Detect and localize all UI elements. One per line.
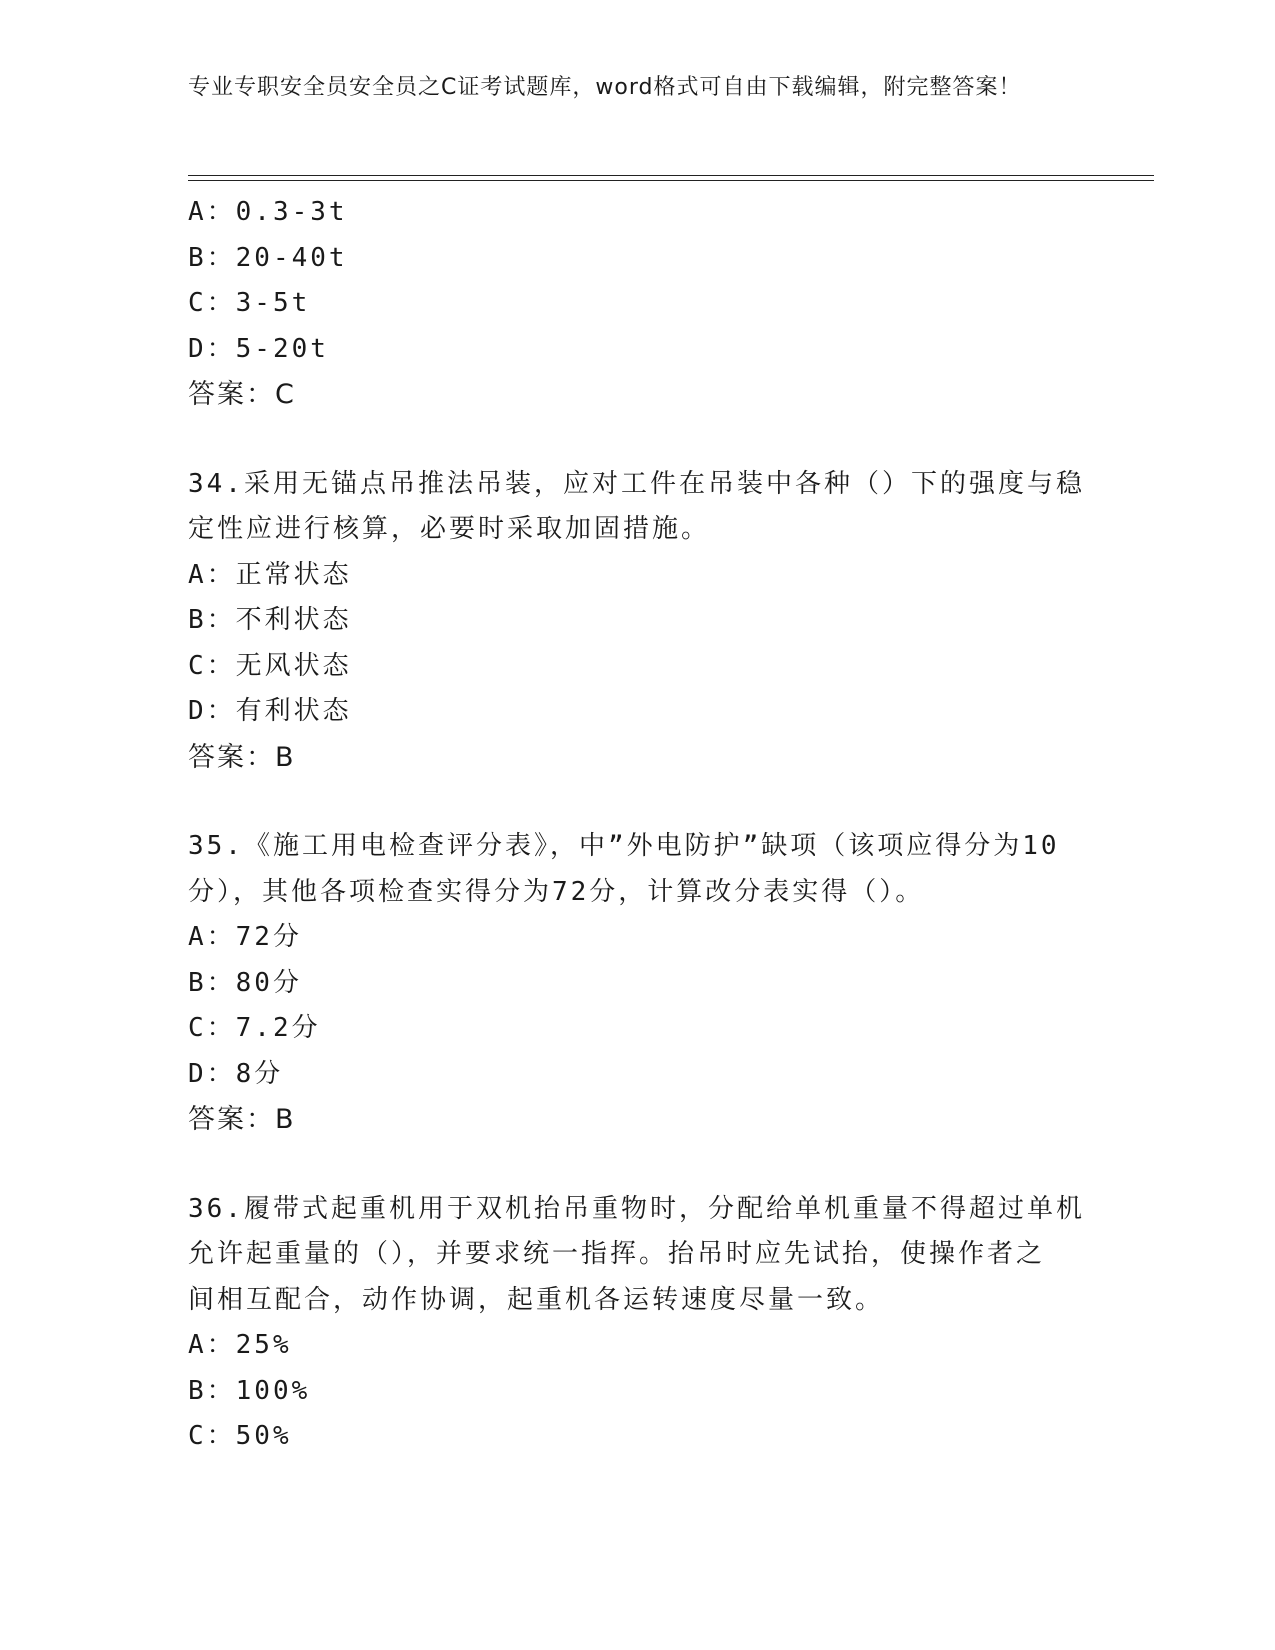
option-b: B：不利状态 <box>188 605 352 635</box>
option-c: C：无风状态 <box>188 650 352 681</box>
question-35 <box>188 824 1088 1143</box>
question-stem-line: 35.《施工用电检查评分表》，中”外电防护”缺项（该项应得分为10 <box>188 831 1060 861</box>
option-d: D：有利状态 <box>188 696 352 726</box>
option-b: B：100% <box>188 1375 311 1406</box>
question-33 <box>188 190 1088 418</box>
spacer <box>188 418 1088 462</box>
question-content <box>188 190 1088 1460</box>
question-stem-line: 34.采用无锚点吊推法吊装，应对工件在吊装中各种（）下的强度与稳 <box>188 468 1085 499</box>
spacer <box>188 780 1088 824</box>
option-c: C：3-5t <box>188 288 311 318</box>
option-a: A：0.3-3t <box>188 197 348 227</box>
answer: 答案：B <box>188 1104 296 1135</box>
option-d: D：5-20t <box>188 333 329 364</box>
spacer <box>188 1143 1088 1187</box>
option-d: D：8分 <box>188 1058 284 1089</box>
question-36 <box>188 1187 1088 1460</box>
question-34 <box>188 462 1088 781</box>
option-a: A：25% <box>188 1330 292 1360</box>
question-stem-line: 36.履带式起重机用于双机抬吊重物时，分配给单机重量不得超过单机 <box>188 1193 1085 1224</box>
question-stem-line: 间相互配合，动作协调，起重机各运转速度尽量一致。 <box>188 1284 885 1315</box>
header-divider-bottom <box>188 180 1154 181</box>
answer: 答案：C <box>188 379 296 410</box>
question-stem-line: 允许起重量的（），并要求统一指挥。抬吊时应先试抬，使操作者之 <box>188 1239 1046 1269</box>
question-stem-line: 分），其他各项检查实得分为72分，计算改分表实得（）。 <box>188 876 925 907</box>
option-b: B：80分 <box>188 967 302 998</box>
option-c: C：50% <box>188 1421 292 1451</box>
question-stem-line: 定性应进行核算，必要时采取加固措施。 <box>188 514 711 544</box>
option-b: B：20-40t <box>188 242 348 273</box>
option-c: C：7.2分 <box>188 1013 321 1043</box>
option-a: A：正常状态 <box>188 559 352 590</box>
document-header: 专业专职安全员安全员之C证考试题库，word格式可自由下载编辑，附完整答案！ <box>188 75 1022 100</box>
header-divider-top <box>188 175 1154 176</box>
answer: 答案：B <box>188 741 296 773</box>
option-a: A：72分 <box>188 922 302 952</box>
